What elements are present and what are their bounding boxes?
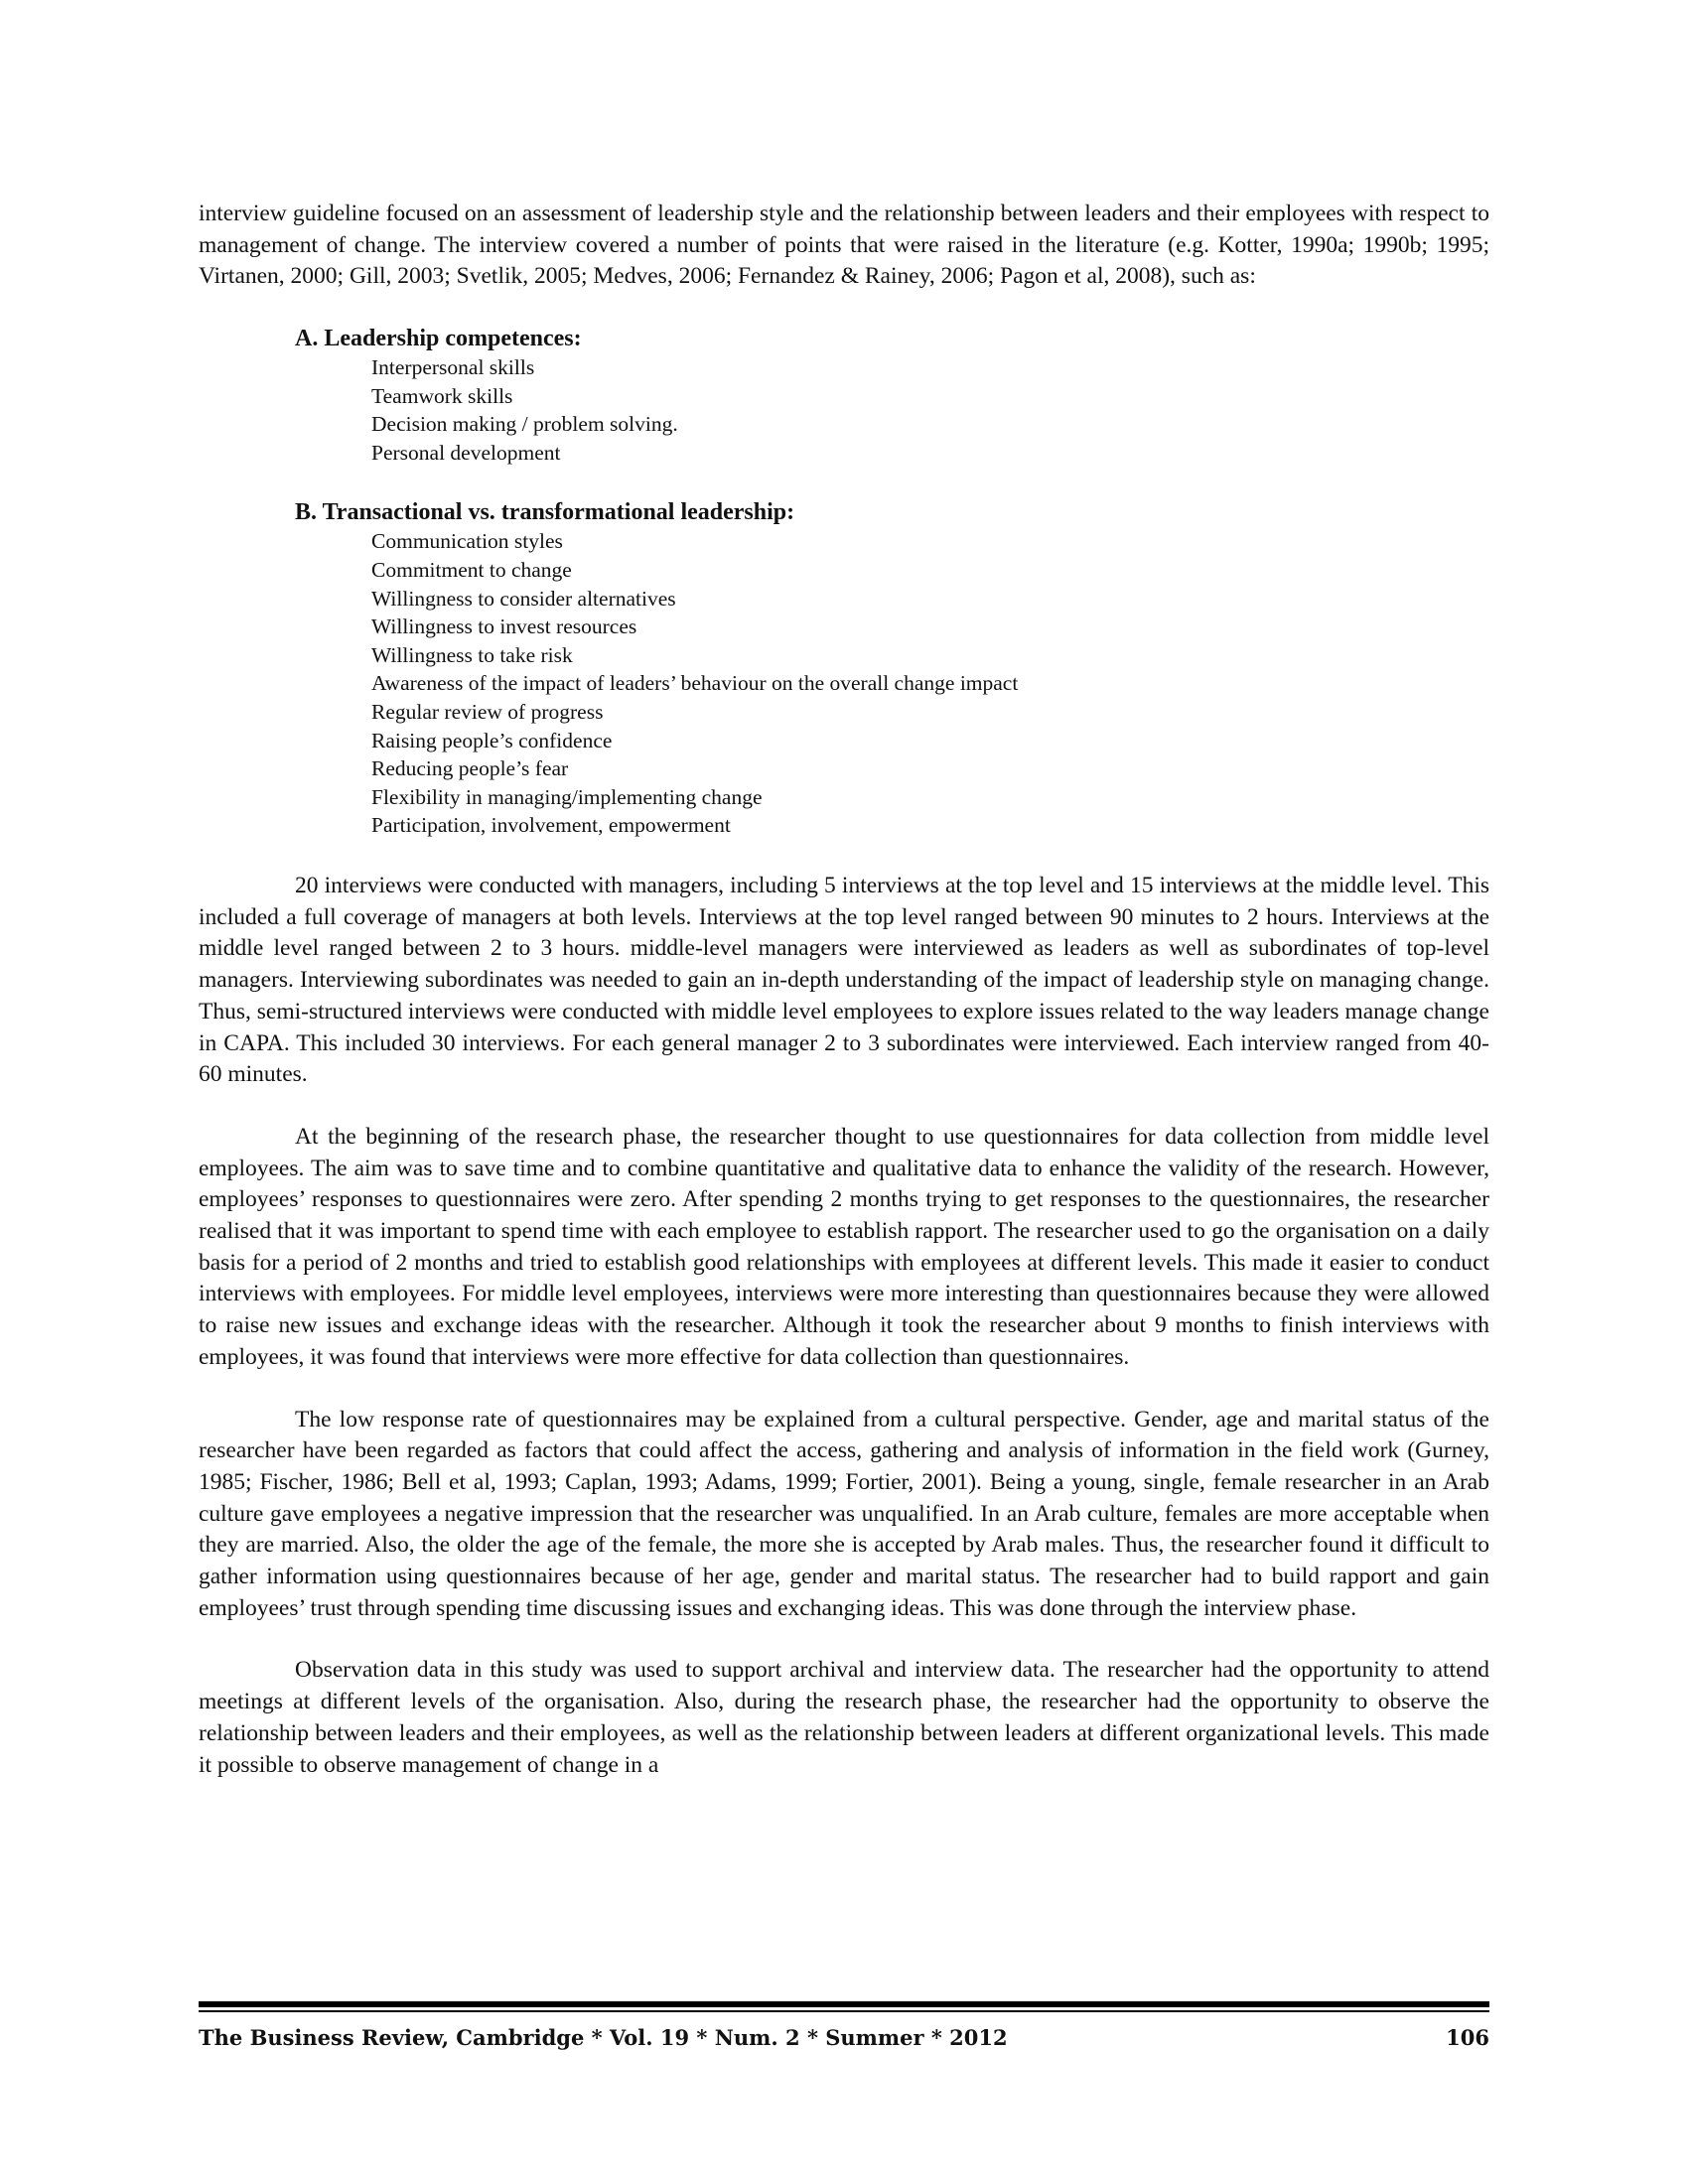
footer-journal-info: The Business Review, Cambridge * Vol. 19 * Num. 2 * Summer * 2012 [199,2025,1008,2050]
list-item: Interpersonal skills [371,355,535,380]
list-item: Participation, involvement, empowerment [371,813,731,838]
section-heading: A. Leadership competences: [295,326,582,352]
section-transactional-transformational [295,497,1489,840]
item-list [295,527,1489,840]
section-leadership-competences [295,324,1489,467]
list-item: Reducing people’s fear [371,756,569,781]
list-item: Willingness to consider alternatives [371,586,676,611]
list-item: Willingness to take risk [371,642,573,667]
list-item: Regular review of progress [371,700,604,725]
paragraph-interviews-conducted: 20 interviews were conducted with managers, including 5 interviews at the top level and 15 interviews at the middle level. This included a full coverage of managers at both levels. Interviews at the top level ranged between 90 minutes to 2 hours. Interviews at the middle level ranged between 2 to 3 hours. middle-level managers were interviewed as leaders as well as subordinates of top-level managers. Interviewing subordinates was needed to gain an in-depth understanding of the impact of leadership style on managing change. Thus, semi-structured interviews were conducted with middle level employees to explore issues related to the way leaders manage change in CAPA. This included 30 interviews. For each general manager 2 to 3 subordinates were interviewed. Each interview ranged from 40-60 minutes. [199,873,1489,1088]
paragraph-interview-guideline: interview guideline focused on an assessment of leadership style and the relationship between leaders and their employees with respect to management of change. The interview covered a number of points that were raised in the literature (e.g. Kotter, 1990a; 1990b; 1995; Virtanen, 2000; Gill, 2003; Svetlik, 2005; Medves, 2006; Fernandez & Rainey, 2006; Pagon et al, 2008), such as: [199,201,1489,290]
paragraph-cultural-perspective: The low response rate of questionnaires may be explained from a cultural perspective. Gender, age and marital status of the researcher have been regarded as factors that could affect the access, gathering and analysis of information in the field work (Gurney, 1985; Fischer, 1986; Bell et al, 1993; Caplan, 1993; Adams, 1999; Fortier, 2001). Being a young, single, female researcher in an Arab culture gave employees a negative impression that the researcher was unqualified. In an Arab culture, females are more acceptable when they are married. Also, the older the age of the female, the more she is accepted by Arab males. Thus, the researcher found it difficult to gather information using questionnaires because of her age, gender and marital status. The researcher had to build rapport and gain employees’ trust through spending time discussing issues and exchanging ideas. This was done through the interview phase. [199,1406,1489,1621]
list-item: Decision making / problem solving. [371,412,678,437]
list-item: Willingness to invest resources [371,614,637,639]
footer-divider-thin [199,2010,1489,2012]
list-item: Flexibility in managing/implementing change [371,784,763,809]
paragraph-observation-data: Observation data in this study was used to support archival and interview data. The researcher had the opportunity to attend meetings at different levels of the organisation. Also, during the research phase, the researcher had the opportunity to observe the relationship between leaders and their employees, as well as the relationship between leaders at different organizational levels. This made it possible to observe management of change in a [199,1657,1489,1778]
list-item: Teamwork skills [371,383,513,408]
paragraph-questionnaires: At the beginning of the research phase, the researcher thought to use questionnaires for data collection from middle level employees. The aim was to save time and to combine quantitative and qualitative data to enhance the validity of the research. However, employees’ responses to questionnaires were zero. After spending 2 months trying to get responses to the questionnaires, the researcher realised that it was important to spend time with each employee to establish rapport. The researcher used to go the organisation on a daily basis for a period of 2 months and tried to establish good relationships with employees at different levels. This made it easier to conduct interviews with employees. For middle level employees, interviews were more interesting than questionnaires because they were allowed to raise new issues and exchange ideas with the researcher. Although it took the researcher about 9 months to finish interviews with employees, it was found that interviews were more effective for data collection than questionnaires. [199,1123,1489,1370]
section-heading: B. Transactional vs. transformational leadership: [295,499,795,526]
list-item: Communication styles [371,529,563,554]
list-item: Personal development [371,440,561,465]
list-item: Commitment to change [371,558,572,583]
footer-page-number: 106 [1446,2025,1489,2050]
page-body [199,199,1489,1781]
list-item: Raising people’s confidence [371,728,613,752]
page-footer [199,2023,1489,2053]
footer-divider-thick [199,2001,1489,2007]
list-item: Awareness of the impact of leaders’ behaviour on the overall change impact [371,671,1019,696]
item-list [295,353,1489,467]
